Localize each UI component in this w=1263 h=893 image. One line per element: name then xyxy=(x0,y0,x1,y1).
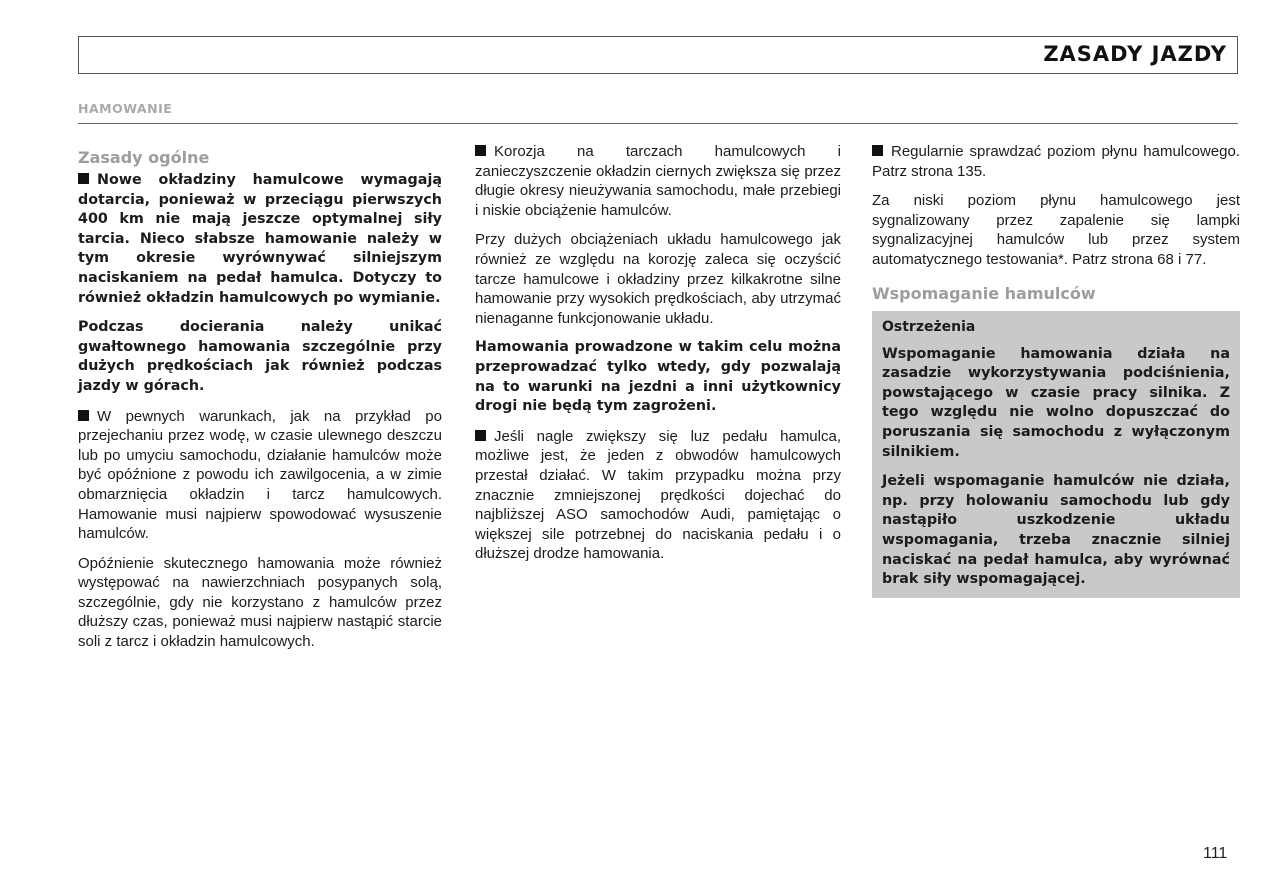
column-left xyxy=(78,142,442,662)
section-divider xyxy=(78,123,1238,124)
page-number: 111 xyxy=(1203,845,1228,862)
paragraph: Hamowania prowadzone w takim celu można przeprowadzać tylko wtedy, gdy pozwalają na to warunki na jezdni a inni użytkownicy drogi nie będą tym zagrożeni. xyxy=(475,339,841,415)
bullet-square-icon xyxy=(78,173,89,184)
paragraph: Jeśli nagle zwiększy się luz pedału hamulca, możliwe jest, że jeden z obwodów hamulcowych przestał działać. W takim przypadku można przy znacznie zmniejszonej prędkości dojechać do najbliższej ASO samochodów Audi, pamiętając o większej sile potrzebnej do naciskania pedału i o dłuższej drodze hamowania. xyxy=(475,427,841,563)
paragraph: W pewnych warunkach, jak na przykład po przejechaniu przez wodę, w czasie ulewnego deszczu lub po umyciu samochodu, działanie hamulców może być opóźnione z powodu ich zawilgocenia, a w zimie obmarznięcia okładzin i tarcz hamulcowych. Hamowanie musi najpierw spowodować wysuszenie hamulców. xyxy=(78,407,442,543)
paragraph: Podczas docierania należy unikać gwałtownego hamowania szczególnie przy dużych prędkościach jak również podczas jazdy w górach. xyxy=(78,319,442,394)
bullet-square-icon xyxy=(78,410,89,421)
paragraph: Za niski poziom płynu hamulcowego jest sygnalizowany przez zapalenie się lampki sygnalizacyjnej hamulców lub przez system automatycznego testowania*. Patrz strona 68 i 77. xyxy=(872,192,1240,268)
chapter-title: ZASADY JAZDY xyxy=(1043,42,1227,66)
paragraph: Regularnie sprawdzać poziom płynu hamulcowego. Patrz strona 135. xyxy=(872,143,1240,180)
page-header xyxy=(78,36,1238,74)
subheading-brake-assist: Wspomaganie hamulców xyxy=(872,283,1096,303)
warning-title: Ostrzeżenia xyxy=(882,318,976,335)
bullet-square-icon xyxy=(475,145,486,156)
paragraph: Korozja na tarczach hamulcowych i zanieczyszczenie okładzin ciernych zwiększa się przez długie okresy nieużywania samochodu, małe przebiegi i niskie obciążenie hamulców. xyxy=(475,143,841,219)
section-label: HAMOWANIE xyxy=(78,101,173,116)
paragraph: Przy dużych obciążeniach układu hamulcowego jak również ze względu na korozję zaleca się oczyścić tarcze hamulcowe i okładziny przez kilkakrotne silne hamowanie przy wysokich prędkościach, aby utrzymać nienaganne funkcjonowanie układu. xyxy=(475,231,841,327)
paragraph: Nowe okładziny hamulcowe wymagają dotarcia, ponieważ w przeciągu pierwszych 400 km nie mają jeszcze optymalnej siły tarcia. Nieco słabsze hamowanie należy w tym okresie wyrównywać silniejszym naciskaniem na pedał hamulca. Dotyczy to również okładzin hamulcowych po wymianie. xyxy=(78,172,442,306)
column-right xyxy=(872,142,1240,598)
bullet-square-icon xyxy=(872,145,883,156)
column-middle xyxy=(475,142,841,574)
paragraph: Opóźnienie skutecznego hamowania może również występować na nawierzchniach posypanych solą, szczególnie, gdy nie korzystano z hamulców przez dłuższy czas, ponieważ musi najpierw nastąpić starcie soli z tarcz i okładzin hamulcowych. xyxy=(78,554,442,651)
warning-paragraph: Wspomaganie hamowania działa na zasadzie wykorzystywania podciśnienia, powstającego w czasie pracy silnika. Z tego względu nie wolno dopuszczać do poruszania się samochodu z wyłączonym silnikiem. xyxy=(882,345,1230,460)
subheading-general-rules: Zasady ogólne xyxy=(78,148,210,167)
warning-paragraph: Jeżeli wspomaganie hamulców nie działa, np. przy holowaniu samochodu lub gdy nastąpiło uszkodzenie układu wspomagania, trzeba znacznie silniej naciskać na pedał hamulca, aby wyrównać brak siły wspomagającej. xyxy=(882,473,1230,588)
warning-box xyxy=(872,311,1240,598)
bullet-square-icon xyxy=(475,430,486,441)
